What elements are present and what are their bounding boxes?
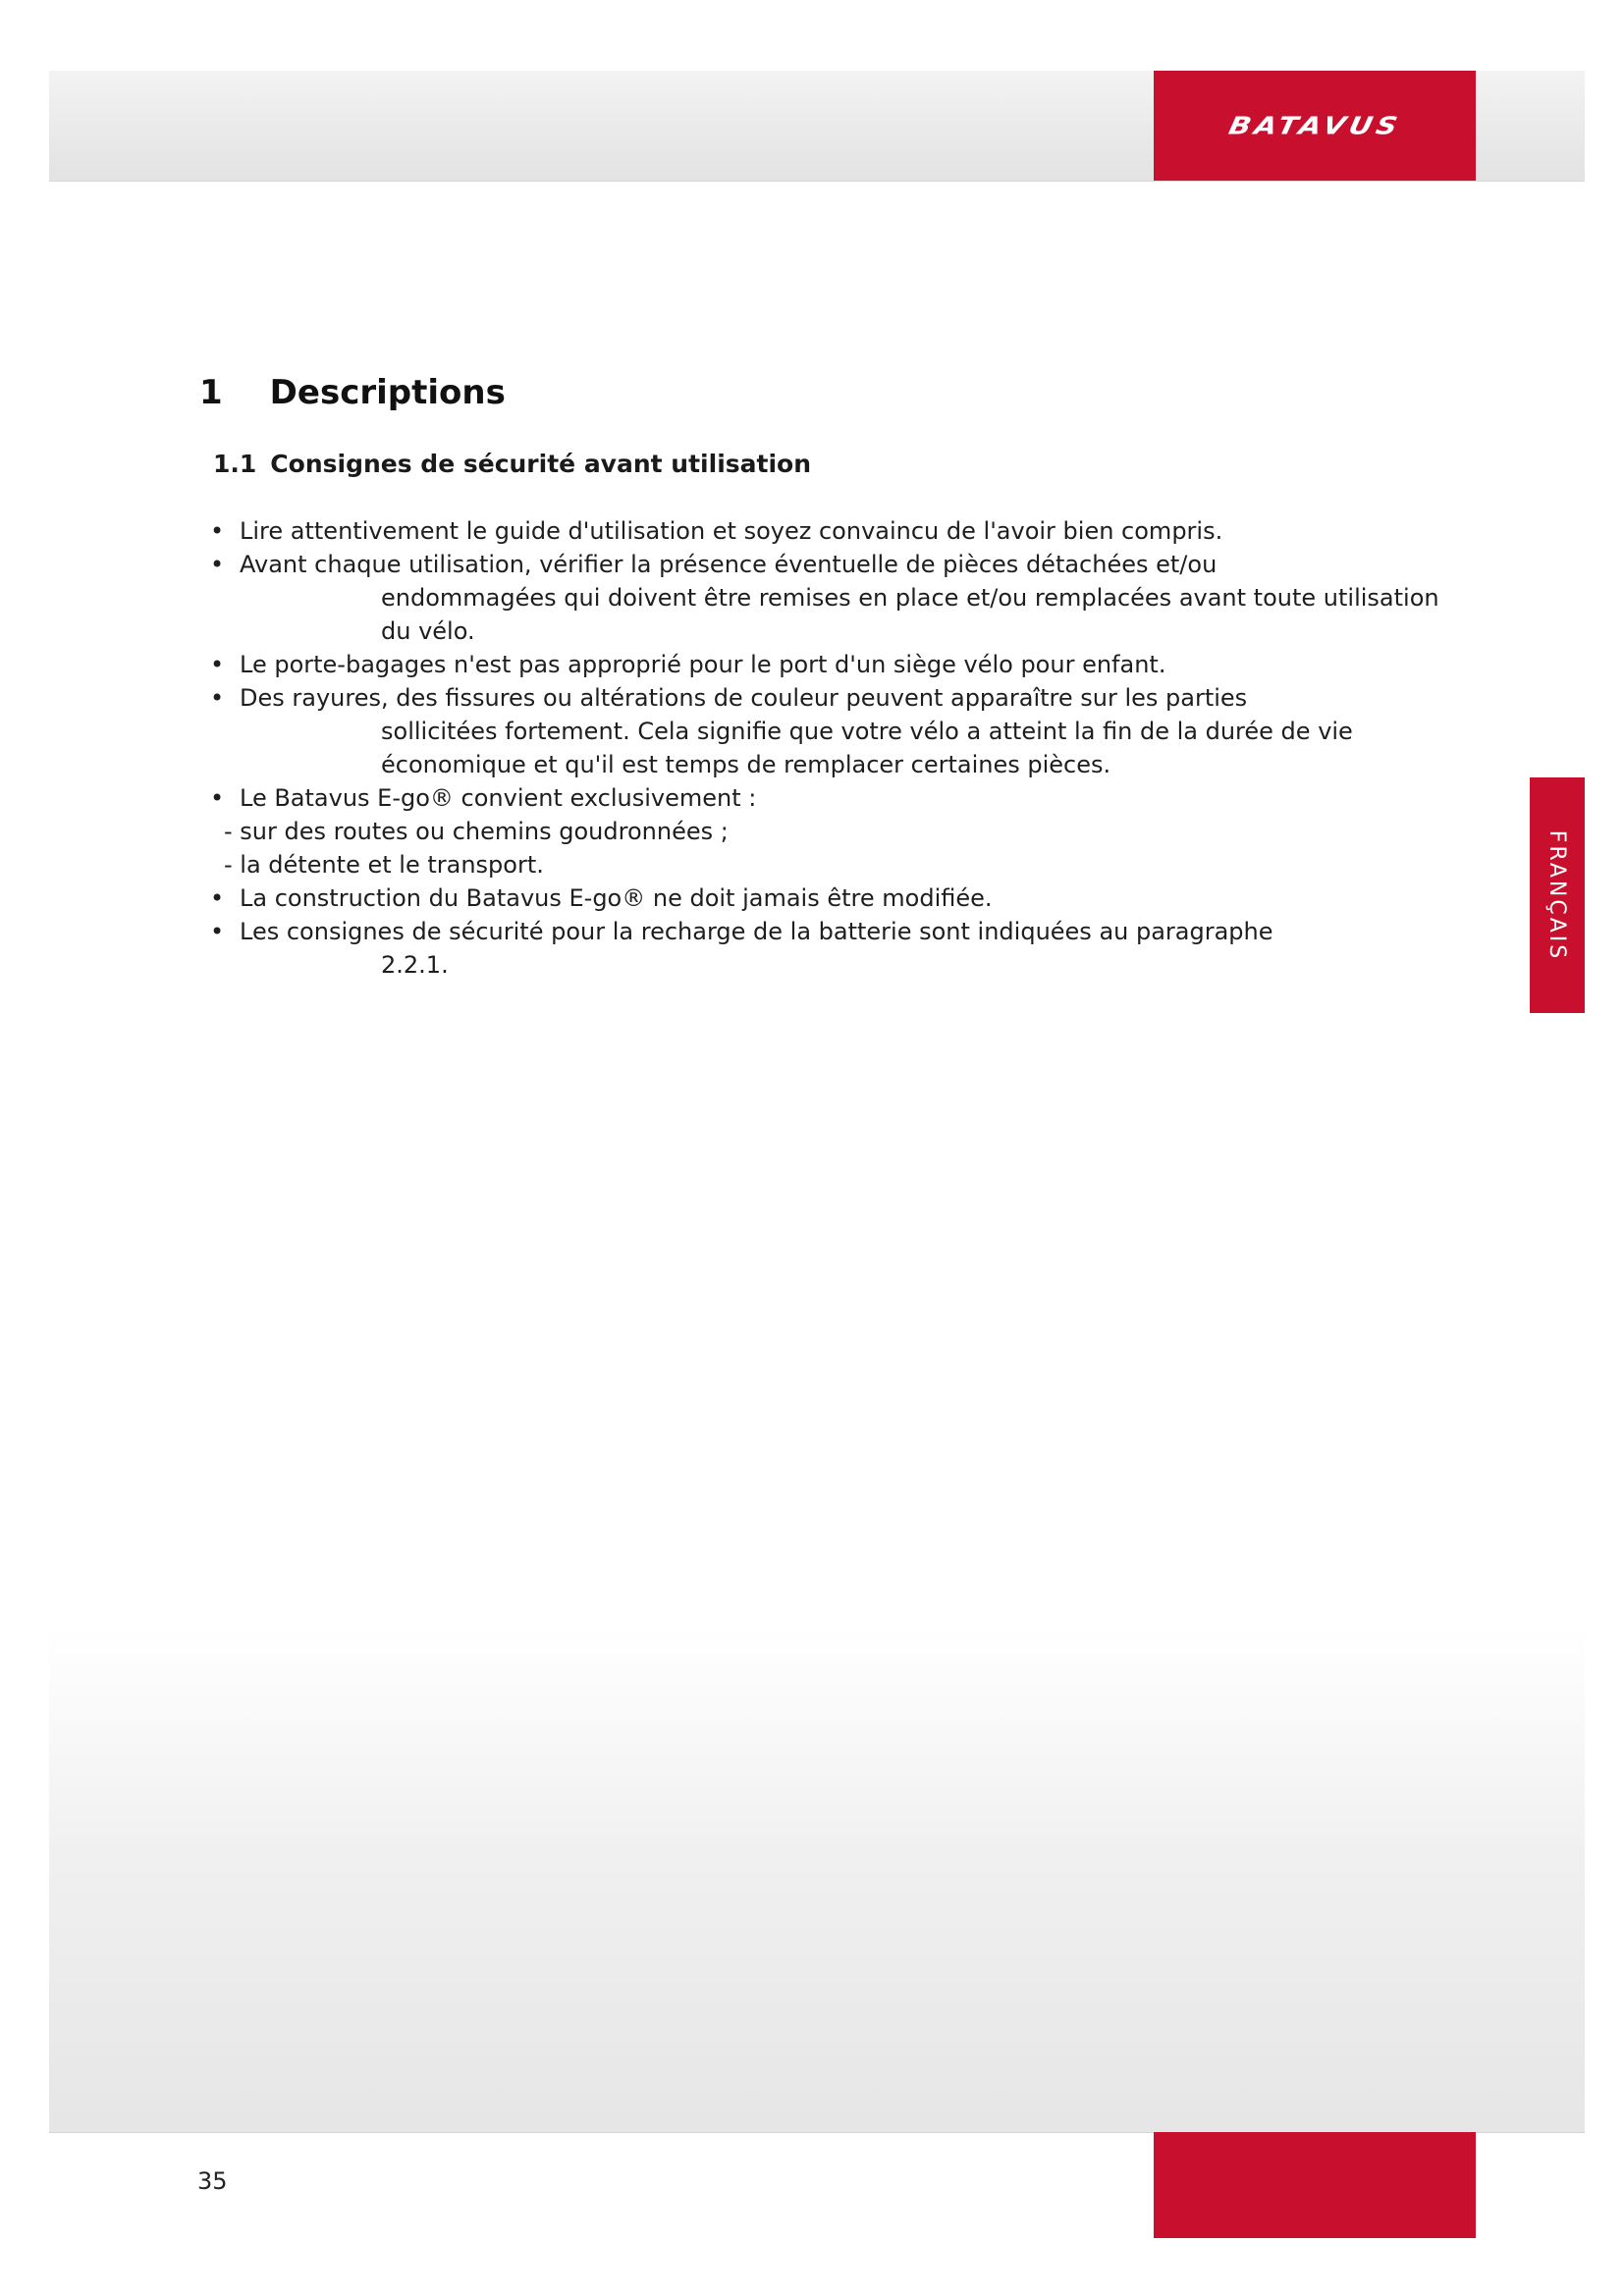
section-title: Descriptions xyxy=(269,373,506,412)
list-item-text: Lire attentivement le guide d'utilisation et soyez convaincu de l'avoir bien compris. xyxy=(240,517,1223,545)
subsection-title: Consignes de sécurité avant utilisation xyxy=(270,450,812,478)
language-tab xyxy=(1530,777,1585,1013)
list-item-continuation: sollicitées fortement. Cela signifie que votre vélo a atteint la fin de la durée de vie xyxy=(381,718,1353,745)
sub-item: - la détente et le transport. xyxy=(224,851,544,879)
bullet-icon: • xyxy=(210,651,225,678)
sub-item: - sur des routes ou chemins goudronnées ; xyxy=(224,818,729,845)
list-item xyxy=(210,548,1516,581)
subsection-heading xyxy=(213,450,811,478)
language-tab-label: FRANÇAIS xyxy=(1544,829,1570,961)
bullet-icon: • xyxy=(210,918,225,945)
list-item xyxy=(210,681,1516,715)
list-item-text: Le porte-bagages n'est pas approprié pour le port d'un siège vélo pour enfant. xyxy=(240,651,1166,678)
list-item xyxy=(210,514,1516,548)
list-item-continuation: endommagées qui doivent être remises en place et/ou remplacées avant toute utilisation xyxy=(381,584,1439,612)
list-item xyxy=(210,781,1516,815)
list-item-continuation: économique et qu'il est temps de remplacer certaines pièces. xyxy=(381,751,1111,778)
list-item xyxy=(210,881,1516,915)
list-item-text: Des rayures, des fissures ou altérations de couleur peuvent apparaître sur les parties xyxy=(240,684,1248,712)
list-item xyxy=(210,915,1516,948)
section-number: 1 xyxy=(199,373,223,412)
bullet-icon: • xyxy=(210,784,225,812)
bullet-icon: • xyxy=(210,884,225,912)
list-item-continuation: du vélo. xyxy=(381,617,475,645)
footer-band xyxy=(49,1629,1585,2133)
page-number: 35 xyxy=(197,2167,228,2195)
list-item-text: La construction du Batavus E-go® ne doit jamais être modifiée. xyxy=(240,884,993,912)
bullet-icon: • xyxy=(210,551,225,578)
list-item-text: Le Batavus E-go® convient exclusivement : xyxy=(240,784,757,812)
section-heading xyxy=(199,373,506,412)
bullet-icon: • xyxy=(210,684,225,712)
list-item-continuation: 2.2.1. xyxy=(381,951,449,979)
list-item-text: Les consignes de sécurité pour la recharge de la batterie sont indiquées au paragraphe xyxy=(240,918,1273,945)
footer-red-block xyxy=(1154,2132,1476,2238)
list-item-text: Avant chaque utilisation, vérifier la présence éventuelle de pièces détachées et/ou xyxy=(240,551,1218,578)
list-item xyxy=(210,648,1516,681)
subsection-number: 1.1 xyxy=(213,450,257,478)
logo-text: BATAVUS xyxy=(1225,111,1404,140)
bullet-icon: • xyxy=(210,517,225,545)
batavus-logo xyxy=(1154,71,1476,181)
safety-instructions xyxy=(210,514,1516,982)
